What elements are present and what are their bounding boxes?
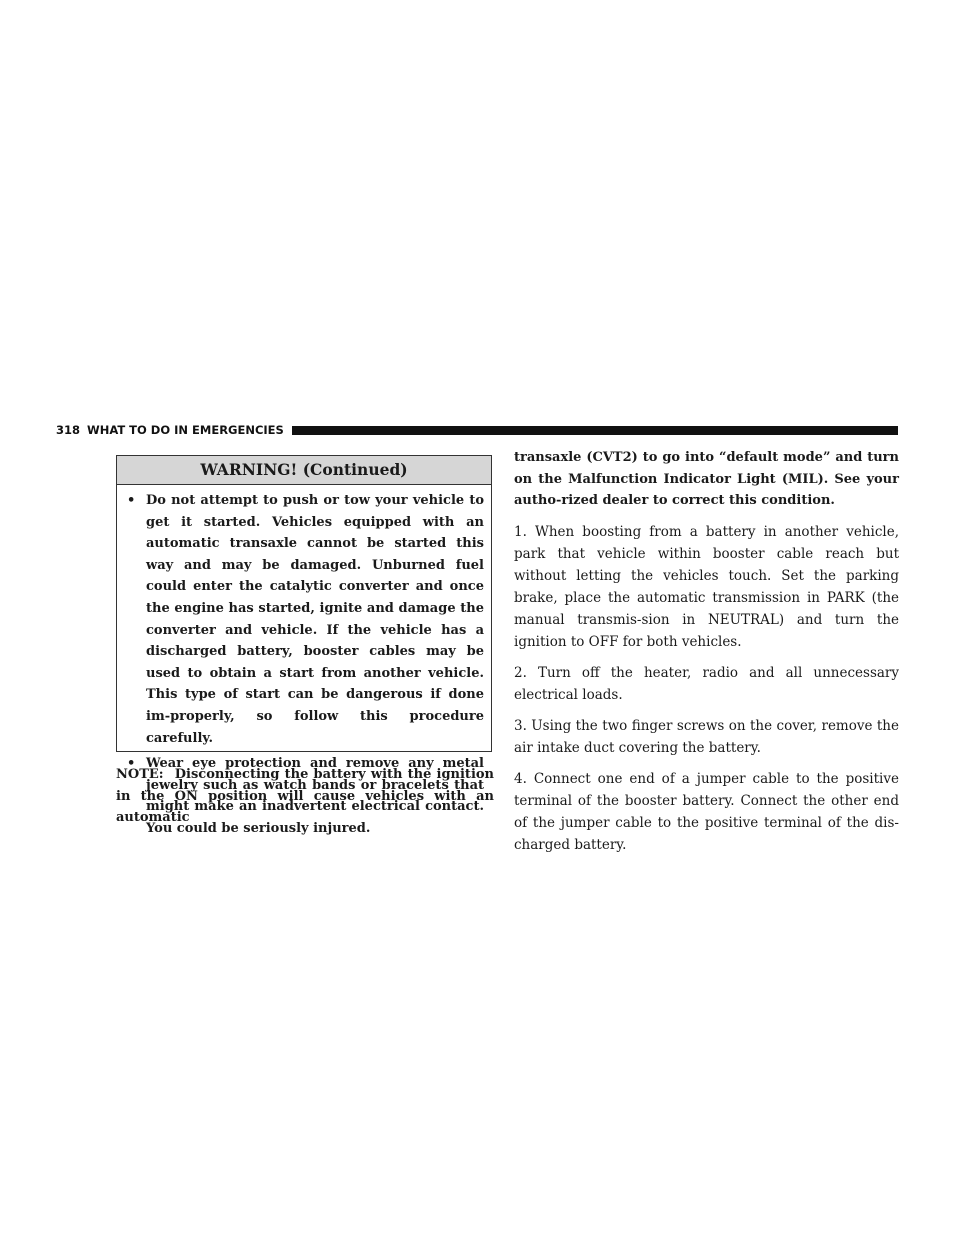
note-text: Disconnecting the battery with the ignition in the ON position will cause vehicles with an automatic bbox=[116, 767, 494, 826]
note-label: NOTE: bbox=[116, 767, 164, 782]
section-title: WHAT TO DO IN EMERGENCIES bbox=[87, 423, 284, 437]
page-number: 318 bbox=[56, 423, 81, 437]
page-header bbox=[56, 423, 898, 437]
warning-title: WARNING! (Continued) bbox=[117, 456, 491, 485]
step-2: 2. Turn off the heater, radio and all unnecessary electrical loads. bbox=[514, 664, 899, 703]
bullet-icon: • bbox=[127, 756, 136, 772]
header-rule bbox=[292, 426, 898, 435]
step-1: 1. When boosting from a battery in another vehicle, park that vehicle within booster cable reach but without letting the vehicles touch. Set the parking brake, place the automatic transmission in PARK (the manual transmis-sion in NEUTRAL) and turn the ignition to OFF for both vehicles. bbox=[514, 523, 899, 650]
warning-bullet-text: Wear eye protection and remove any metal jewelry such as watch bands or bracelets that might make an inadvertent electrical contact. You could be seriously injured. bbox=[146, 756, 484, 836]
warning-bullet bbox=[127, 490, 484, 749]
note-continued: transaxle (CVT2) to go into “default mode” and turn on the Malfunction Indicator Light (MIL). See your autho-rized dealer to correct this condition. bbox=[514, 450, 899, 509]
bullet-icon: • bbox=[127, 493, 136, 508]
note-paragraph bbox=[116, 764, 494, 829]
right-column bbox=[514, 447, 899, 865]
step-4: 4. Connect one end of a jumper cable to the positive terminal of the booster battery. Connect the other end of the jumper cable to the positive terminal of the dis-charged battery. bbox=[514, 770, 899, 853]
warning-bullet-text: Do not attempt to push or tow your vehicle to get it started. Vehicles equipped with an automatic transaxle cannot be started this way and may be damaged. Unburned fuel could enter the catalytic converter and once the engine has started, ignite and damage the converter and vehicle. If the vehicle has a discharged battery, booster cables may be used to obtain a start from another vehicle. This type of start can be dangerous if done im-properly, so follow this procedure carefully. bbox=[146, 493, 484, 746]
step-3: 3. Using the two finger screws on the cover, remove the air intake duct covering the battery. bbox=[514, 717, 899, 756]
